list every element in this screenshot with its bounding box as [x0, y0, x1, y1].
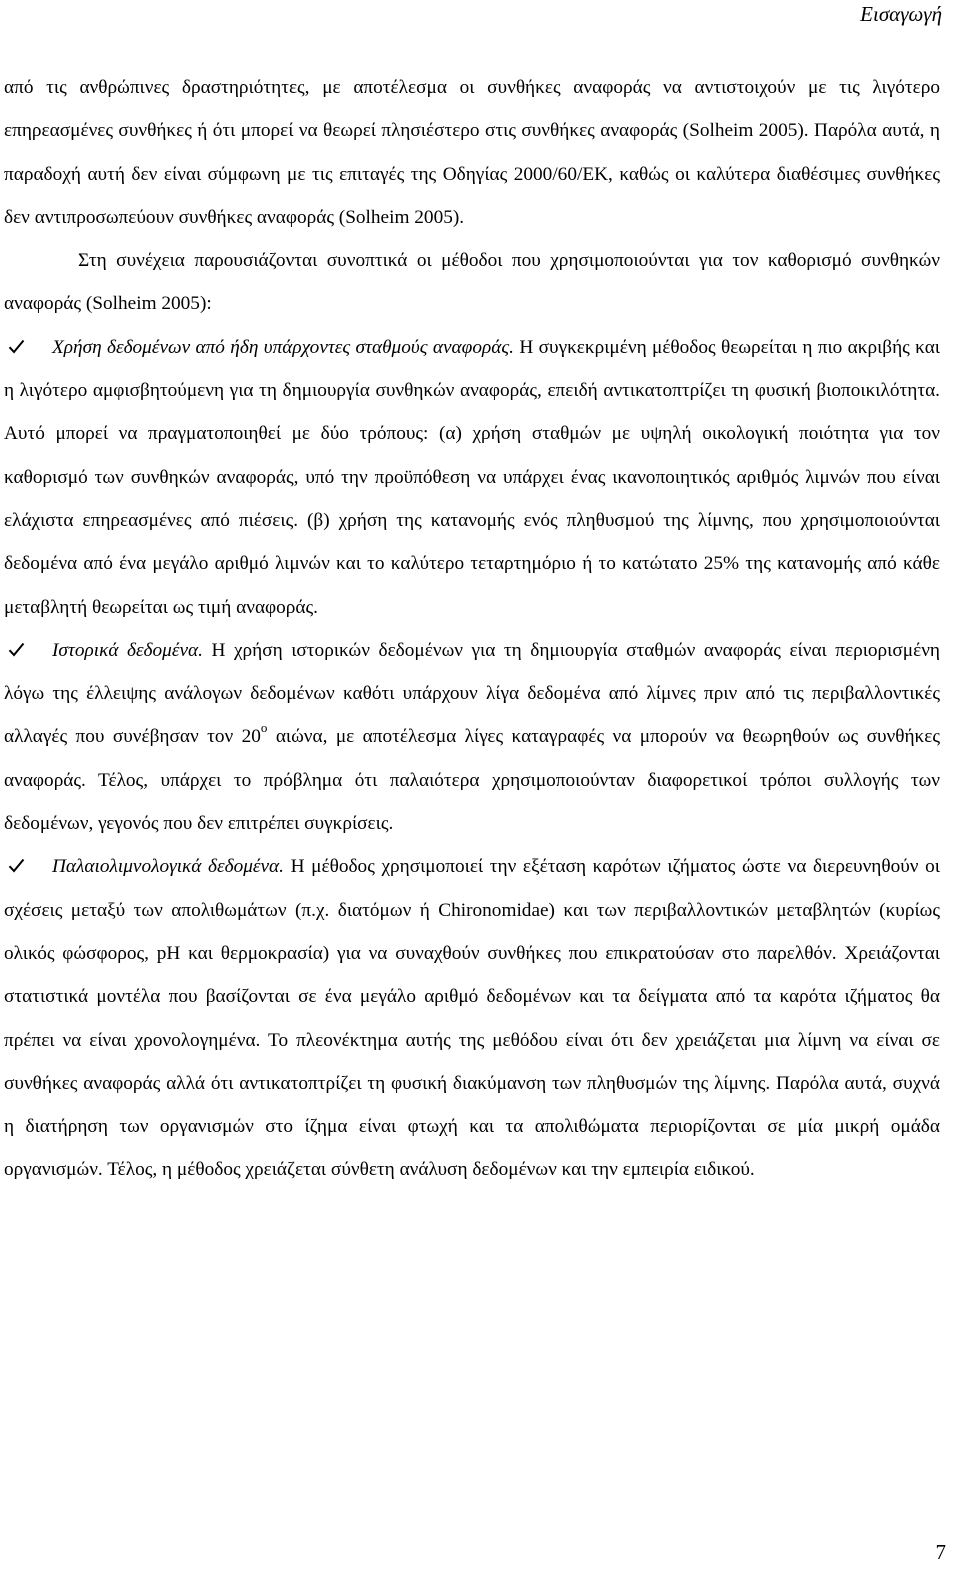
checkmark-icon — [4, 845, 52, 888]
checkmark-icon — [4, 629, 52, 672]
method-description: Η συγκεκριμένη μέθοδος θεωρείται η πιο ακριβής και η λιγότερο αμφισβητούμενη για τη δημιουργία συνθηκών αναφοράς, επειδή αντικατοπτρίζει τη φυσική βιοποικιλότητα. Αυτό μπορεί να πραγματοποιηθεί με δύο τρόπους: (α) χρήση σταθμών με υψηλή οικολογική ποιότητα για τον καθορισμό των συνθηκών αναφοράς, υπό την προϋπόθεση να υπάρχει ένας ικανοποιητικός αριθμός λιμνών που είναι ελάχιστα επηρεασμένες από πιέσεις. (β) χρήση της κατανομής ενός πληθυσμού της λίμνης, που χρησιμοποιούνται δεδομένα από ένα μεγάλο αριθμό λιμνών και το καλύτερο τεταρτημόριο ή το κατώτατο 25% της κατανομής από κάθε μεταβλητή θεωρείται ως τιμή αναφοράς. — [4, 336, 940, 618]
paragraph-intro: από τις ανθρώπινες δραστηριότητες, με αποτέλεσμα οι συνθήκες αναφοράς να αντιστοιχούν με τις λιγότερο επηρεασμένες συνθήκες ή ότι μπορεί να θεωρεί πλησιέστερο στις συνθήκες αναφοράς (Solheim 2005). Παρόλα αυτά, η παραδοχή αυτή δεν είναι σύμφωνη με τις επιταγές της Οδηγίας 2000/60/ΕΚ, καθώς οι καλύτερα διαθέσιμες συνθήκες δεν αντιπροσωπεύουν συνθήκες αναφοράς (Solheim 2005). — [4, 77, 940, 228]
running-header: Εισαγωγή — [860, 2, 942, 26]
method-description: Η μέθοδος χρησιμοποιεί την εξέταση καρότων ιζήματος ώστε να διερευνηθούν οι σχέσεις μεταξύ των απολιθωμάτων (π.χ. διατόμων ή Chironomidae) και των περιβαλλοντικών μεταβλητών (κυρίως ολικός φώσφορος, pH και θερμοκρασία) για να συναχθούν συνθήκες που επικρατούσαν στο παρελθόν. Χρειάζονται στατιστικά μοντέλα που βασίζονται σε ένα μεγάλο αριθμό δεδομένων και τα δείγματα από τα καρότα ιζήματος θα πρέπει να είναι χρονολογημένα. Το πλεονέκτημα αυτής της μεθόδου είναι ότι δεν χρειάζεται μια λίμνη να είναι σε συνθήκες αναφοράς αλλά ότι αντικατοπτρίζει τη φυσική διακύμανση των πληθυσμών της λίμνης. Παρόλα αυτά, συχνά η διατήρηση των οργανισμών στο ίζημα είναι φτωχή και τα απολιθώματα περιορίζονται σε μία μικρή ομάδα οργανισμών. Τέλος, η μέθοδος χρειάζεται σύνθετη ανάλυση δεδομένων και την εμπειρία ειδικού. — [4, 856, 940, 1181]
method-title: Παλαιολιμνολογικά δεδομένα. — [52, 856, 284, 878]
method-description-continued: αιώνα, με αποτέλεσμα λίγες καταγραφές να μπορούν να θεωρηθούν ως συνθήκες αναφοράς. Τέλος, υπάρχει το πρόβλημα ότι παλαιότερα χρησιμοποιούνταν διαφορετικοί τρόποι συλλογής των δεδομένων, γεγονός που δεν επιτρέπει συγκρίσεις. — [4, 726, 940, 835]
method-item-reference-sites — [4, 326, 940, 629]
method-title: Χρήση δεδομένων από ήδη υπάρχοντες σταθμούς αναφοράς. — [52, 336, 515, 358]
page-number: 7 — [935, 1540, 946, 1564]
ordinal-superscript: ο — [260, 720, 268, 736]
paragraph-methods-intro: Στη συνέχεια παρουσιάζονται συνοπτικά οι μέθοδοι που χρησιμοποιούνται για τον καθορισμό συνθηκών αναφοράς (Solheim 2005): — [4, 250, 940, 315]
method-item-paleolimnological-data — [4, 845, 940, 1191]
method-item-historical-data — [4, 629, 940, 845]
document-body — [4, 66, 940, 1192]
method-title: Ιστορικά δεδομένα. — [52, 639, 203, 661]
method-description: Η χρήση ιστορικών δεδομένων για τη δημιουργία σταθμών αναφοράς είναι περιορισμένη λόγω της έλλειψης ανάλογων δεδομένων καθότι υπάρχουν λίγα δεδομένα από λίμνες πριν από τις περιβαλλοντικές αλλαγές που συνέβησαν τον 20 — [4, 639, 940, 748]
checkmark-icon — [4, 326, 52, 369]
